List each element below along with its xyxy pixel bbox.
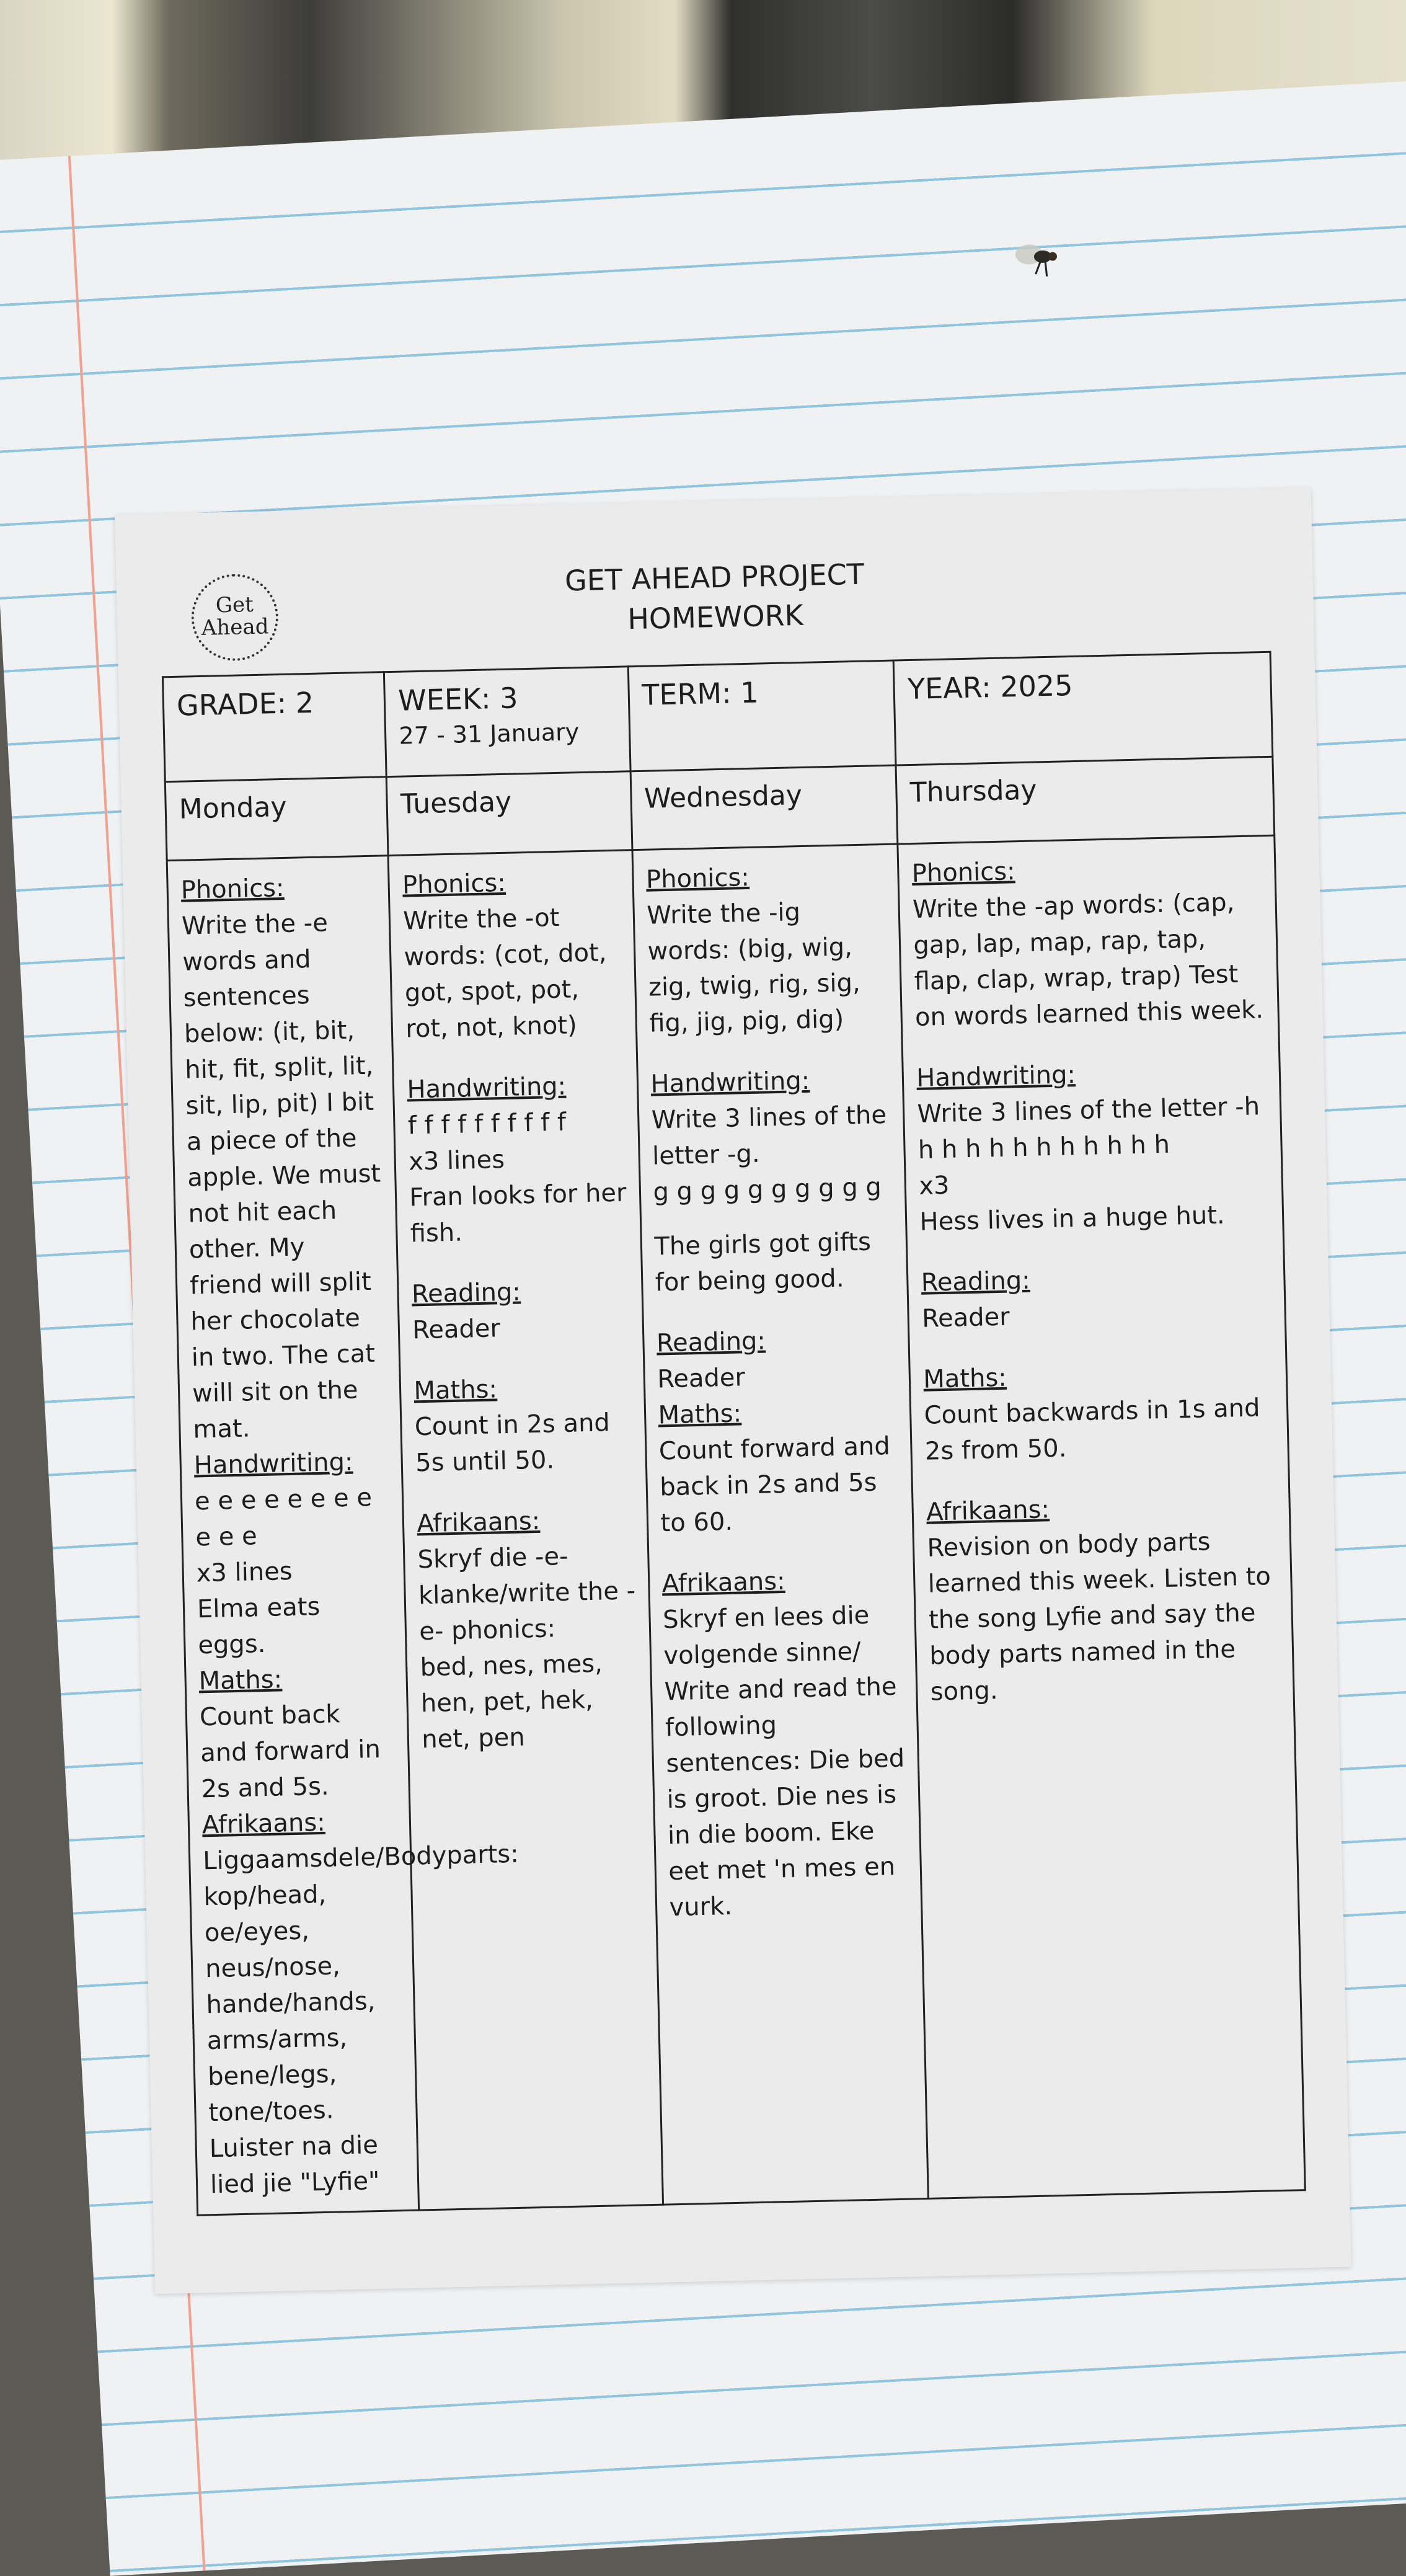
wednesday-handwriting-sentence: The girls got gifts for being good. (654, 1227, 872, 1297)
monday-maths: Count back and forward in 2s and 5s. (199, 1700, 381, 1804)
thursday-handwriting-sentence: Hess lives in a huge hut. (919, 1201, 1226, 1237)
wednesday-phonics-heading: Phonics: (645, 863, 750, 894)
thursday-handwriting: Write 3 lines of the letter -h (917, 1092, 1260, 1129)
thursday-reading-heading: Reading: (921, 1266, 1031, 1297)
homework-sheet (115, 487, 1351, 2294)
thursday-maths-heading: Maths: (922, 1363, 1007, 1394)
tuesday-maths: Count in 2s and 5s until 50. (414, 1408, 611, 1478)
monday-afrikaans-heading: Afrikaans: (201, 1808, 326, 1840)
thursday-afrikaans-heading: Afrikaans: (926, 1495, 1050, 1527)
wednesday-handwriting: Write 3 lines of the letter -g. (651, 1101, 887, 1171)
homework-table (162, 651, 1306, 2216)
tuesday-afrikaans-heading: Afrikaans: (416, 1506, 541, 1539)
wednesday-maths: Count forward and back in 2s and 5s to 60. (658, 1432, 891, 1538)
thursday-phonics: Write the -ap words: (cap, gap, lap, map, rap, tap, flap, clap, wrap, trap) Test on words learned this week. (912, 888, 1264, 1032)
wednesday-reading-heading: Reading: (656, 1326, 766, 1358)
thursday-handwriting-letters: h h h h h h h h h h h (917, 1130, 1170, 1165)
wednesday-afrikaans: Skryf en lees die volgende sinne/ Write and read the following sentences: Die bed is groot. Die nes is in die boom. Eke eet met 'n mes en vurk. (662, 1601, 905, 1922)
wednesday-maths-heading: Maths: (658, 1399, 742, 1430)
tuesday-handwriting-heading: Handwriting: (407, 1072, 567, 1104)
tuesday-reading: Reader (412, 1314, 501, 1345)
thursday-handwriting-lines: x3 (918, 1171, 950, 1201)
tuesday-handwriting-letters: f f f f f f f f f f (407, 1108, 567, 1140)
wednesday-afrikaans-heading: Afrikaans: (661, 1566, 786, 1599)
fly-icon (1010, 235, 1067, 280)
tuesday-tasks (388, 850, 663, 2210)
day-tuesday: Tuesday (387, 771, 632, 856)
tuesday-maths-heading: Maths: (413, 1375, 498, 1406)
wednesday-handwriting-heading: Handwriting: (650, 1066, 810, 1099)
year-label: YEAR: 2025 (907, 668, 1074, 706)
term-label: TERM: 1 (641, 675, 759, 712)
week-cell (384, 667, 630, 777)
tuesday-phonics: Write the -ot words: (cot, dot, got, spot, pot, rot, not, knot) (402, 903, 607, 1044)
tuesday-handwriting-sentence: Fran looks for her fish. (409, 1178, 627, 1248)
day-wednesday: Wednesday (630, 765, 898, 850)
wednesday-handwriting-letters: g g g g g g g g g g (653, 1173, 882, 1207)
tuesday-handwriting-lines: x3 lines (408, 1145, 505, 1176)
week-dates: 27 - 31 January (399, 718, 580, 750)
grade-cell (162, 672, 386, 782)
year-cell (894, 652, 1273, 765)
wednesday-phonics: Write the -ig words: (big, wig, zig, twig, rig, sig, fig, jig, pig, dig) (646, 898, 861, 1038)
homework-subtitle: HOMEWORK (627, 598, 804, 636)
monday-handwriting-lines: x3 lines (196, 1557, 293, 1588)
thursday-reading: Reader (921, 1302, 1010, 1333)
tuesday-afrikaans: Skryf die -e- klanke/write the -e- phonics: (417, 1542, 636, 1646)
thursday-handwriting-heading: Handwriting: (916, 1060, 1076, 1093)
tasks-row (167, 835, 1305, 2215)
monday-afrikaans: Liggaamsdele/Bodyparts: kop/head, oe/eyes, neus/nose, hande/hands, arms/arms, bene/legs, tone/toes. Luister na die lied jie "Lyfie" (202, 1839, 520, 2200)
day-thursday: Thursday (896, 757, 1274, 844)
thursday-afrikaans: Revision on body parts learned this week. Listen to the song Lyfie and say the body parts named in the song. (927, 1527, 1271, 1707)
monday-phonics-heading: Phonics: (180, 873, 285, 905)
monday-maths-heading: Maths: (198, 1665, 283, 1696)
wednesday-reading: Reader (657, 1363, 746, 1394)
term-cell (628, 660, 896, 771)
project-title: GET AHEAD PROJECT (564, 557, 865, 598)
tuesday-reading-heading: Reading: (411, 1277, 521, 1309)
tuesday-phonics-heading: Phonics: (402, 868, 506, 900)
thursday-phonics-heading: Phonics: (911, 857, 1016, 888)
thursday-tasks (898, 835, 1305, 2198)
grade-label: GRADE: 2 (176, 685, 314, 722)
monday-phonics: Write the -e words and sentences below: (it, bit, hit, fit, split, lit, sit, lip, pit) I bit a piece of the apple. We must not hit each other. My friend will split her chocolate in two. The cat will sit on the mat. (181, 908, 381, 1444)
monday-handwriting-letters: e e e e e e e e e e e (194, 1483, 373, 1552)
tuesday-afrikaans-words: bed, nes, mes, hen, pet, hek, net, pen (420, 1649, 603, 1754)
wednesday-tasks (632, 844, 928, 2205)
get-ahead-logo: Get Ahead (190, 573, 279, 662)
week-label: WEEK: 3 (397, 681, 519, 717)
thursday-maths: Count backwards in 1s and 2s from 50. (924, 1393, 1260, 1466)
day-monday: Monday (165, 777, 388, 861)
monday-handwriting-sentence: Elma eats eggs. (197, 1592, 321, 1660)
monday-handwriting-heading: Handwriting: (193, 1447, 353, 1480)
